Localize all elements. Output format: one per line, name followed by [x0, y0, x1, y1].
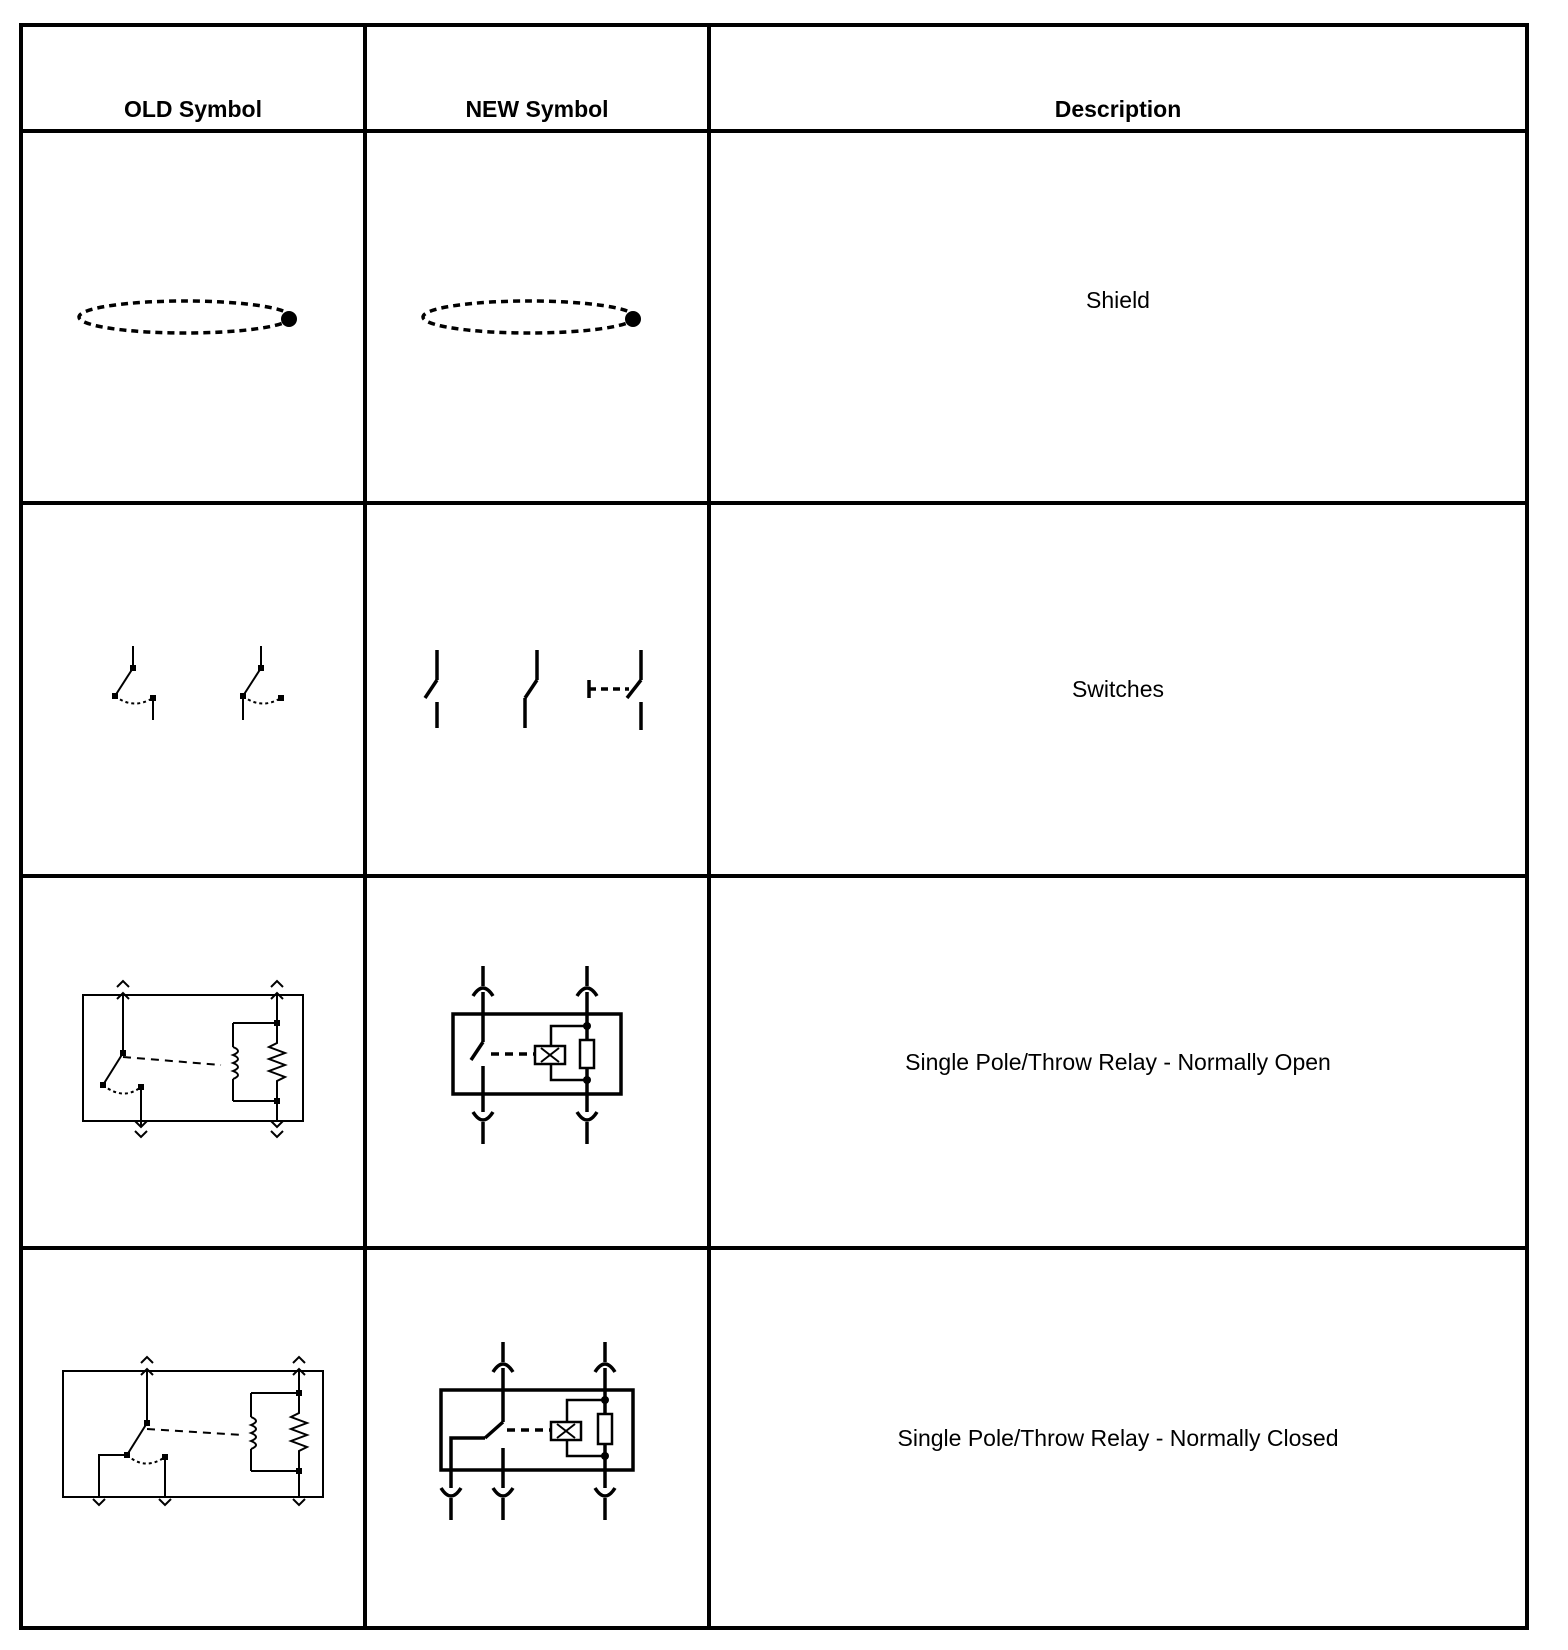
shield-old-icon	[73, 287, 313, 347]
row-relay-nc-old-cell	[23, 1250, 363, 1626]
relay-nc-old-icon	[53, 1353, 333, 1523]
row-switches-old-cell	[23, 505, 363, 874]
shield-new-icon	[417, 287, 657, 347]
row-shield-description: Shield	[1086, 287, 1150, 313]
row-relay-nc-new-cell	[367, 1250, 707, 1626]
header-old-symbol: OLD Symbol	[123, 96, 262, 122]
header-new-symbol: NEW Symbol	[465, 96, 609, 122]
switches-new-icon	[417, 640, 657, 740]
row-shield-old-cell	[23, 133, 363, 501]
relay-nc-new-icon	[427, 1338, 647, 1538]
row-shield-new-cell	[367, 133, 707, 501]
row-switches-description: Switches	[1071, 676, 1165, 702]
row-relay-nc-description: Single Pole/Throw Relay - Normally Closed	[897, 1424, 1339, 1451]
row-relay-no-new-cell	[367, 878, 707, 1246]
relay-no-old-icon	[73, 977, 313, 1147]
row-relay-no-description: Single Pole/Throw Relay - Normally Open	[905, 1048, 1331, 1075]
switches-old-icon	[93, 640, 293, 740]
header-description: Description	[1054, 96, 1182, 122]
symbol-table	[19, 23, 1529, 1630]
relay-no-new-icon	[437, 962, 637, 1162]
row-switches-new-cell	[367, 505, 707, 874]
row-relay-no-old-cell	[23, 878, 363, 1246]
